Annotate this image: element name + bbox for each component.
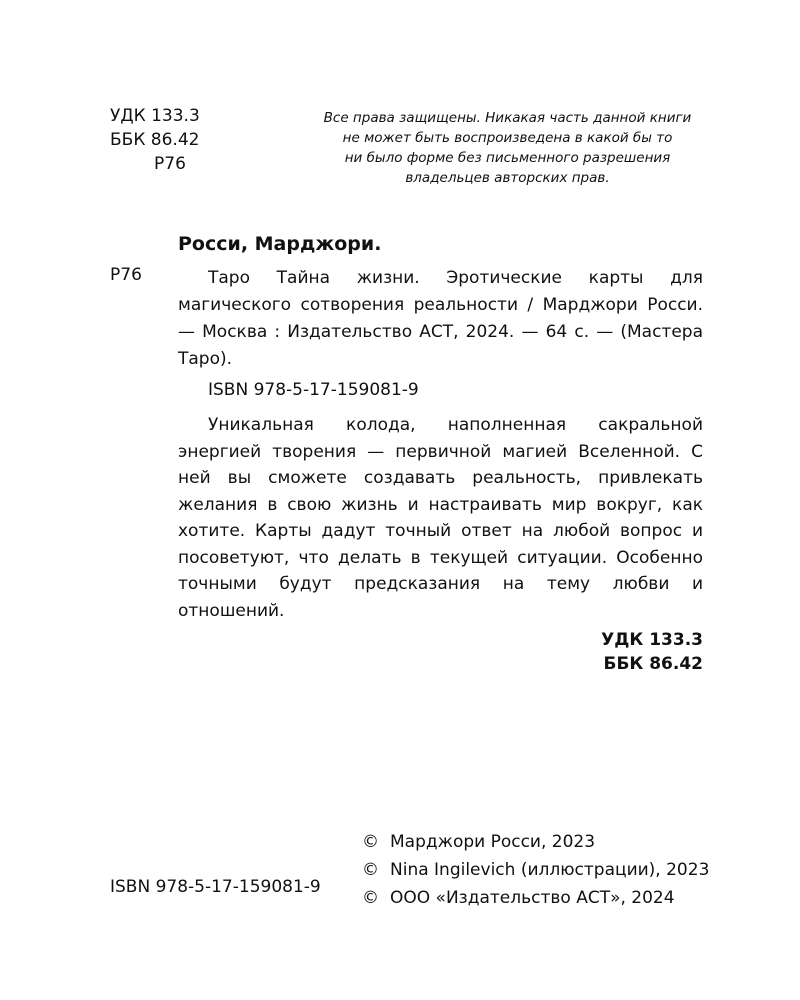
catalog-entry xyxy=(178,265,703,676)
catalog-annotation: Уникальная колода, наполненная сакральной энергией творения — первичной магией Вселенной. С ней вы сможете создавать реальность, привлекать желания в свою жизнь и настраивать мир вокруг, как хотите. Карты дадут точный ответ на любой вопрос и посоветуют, что делать в текущей ситуации. Особенно точными будут предсказания на тему любви и отношений. xyxy=(178,415,703,621)
footer-isbn: ISBN 978-5-17-159081-9 xyxy=(110,877,321,897)
catalog-title-description: Таро Тайна жизни. Эротические карты для магического сотворения реальности / Марджори Росси. — Москва : Издательство АСТ, 2024. — 64 с. — (Мастера Таро). xyxy=(178,268,703,369)
catalog-bbk: ББК 86.42 xyxy=(603,654,703,674)
catalog-isbn: ISBN 978-5-17-159081-9 xyxy=(208,380,419,400)
catalog-udk: УДК 133.3 xyxy=(601,630,703,650)
copyright-icon: © xyxy=(362,860,379,880)
copyright-line: © ООО «Издательство АСТ», 2024 xyxy=(362,884,709,912)
rights-notice xyxy=(300,108,715,188)
copyright-line: © Nina Ingilevich (иллюстрации), 2023 xyxy=(362,856,709,884)
rights-line: владельцев авторских прав. xyxy=(405,170,610,186)
copyright-block xyxy=(362,828,709,912)
catalog-code: Р76 xyxy=(110,265,142,285)
catalog-author: Росси, Марджори. xyxy=(178,233,382,255)
classification-codes xyxy=(110,104,200,176)
copyright-icon: © xyxy=(362,888,379,908)
copyright-line: © Марджори Росси, 2023 xyxy=(362,828,709,856)
catalog-classification xyxy=(178,628,703,676)
rights-line: ни было форме без письменного разрешения xyxy=(344,150,671,166)
udk-code: УДК 133.3 xyxy=(110,106,200,126)
author-code: Р76 xyxy=(154,154,186,174)
rights-line: Все права защищены. Никакая часть данной книги xyxy=(323,110,692,126)
copyright-icon: © xyxy=(362,832,379,852)
bbk-code: ББК 86.42 xyxy=(110,130,200,150)
rights-line: не может быть воспроизведена в какой бы то xyxy=(342,130,673,146)
